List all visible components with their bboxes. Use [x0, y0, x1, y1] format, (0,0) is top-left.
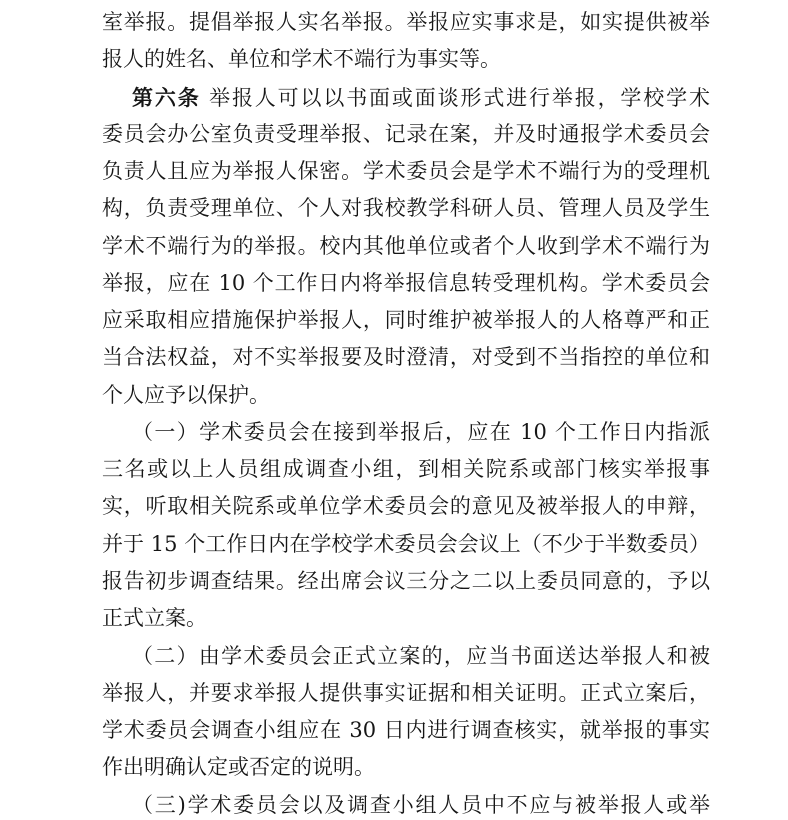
document-line: 正式立案。: [102, 606, 207, 631]
document-line: （三)学术委员会以及调查小组人员中不应与被举报人或举: [132, 792, 710, 817]
article-heading: 第六条: [132, 84, 201, 110]
document-line: 当合法权益，对不实举报要及时澄清，对受到不当指控的单位和: [102, 345, 710, 370]
article-body-text: 举报人可以以书面或面谈形式进行举报，学校学术: [200, 85, 710, 110]
document-line: 室举报。提倡举报人实名举报。举报应实事求是，如实提供被举: [102, 10, 710, 34]
document-line: 并于 15 个工作日内在学校学术委员会会议上（不少于半数委员）: [102, 531, 710, 556]
document-line: 应采取相应措施保护举报人，同时维护被举报人的人格尊严和正: [102, 308, 710, 333]
document-text-block: [102, 4, 710, 820]
document-line: 构，负责受理单位、个人对我校教学科研人员、管理人员及学生: [102, 196, 710, 221]
document-line: 学术不端行为的举报。校内其他单位或者个人收到学术不端行为: [102, 233, 710, 258]
document-line: （一）学术委员会在接到举报后，应在 10 个工作日内指派: [132, 419, 710, 444]
document-line: 举报，应在 10 个工作日内将举报信息转受理机构。学术委员会: [102, 270, 710, 295]
document-line: 负责人且应为举报人保密。学术委员会是学术不端行为的受理机: [102, 159, 710, 184]
document-line: 报人的姓名、单位和学术不端行为事实等。: [102, 47, 501, 72]
document-line: 报告初步调查结果。经出席会议三分之二以上委员同意的，予以: [102, 568, 710, 593]
document-line: 实，听取相关院系或单位学术委员会的意见及被举报人的申辩，: [102, 494, 710, 519]
document-line: 学术委员会调查小组应在 30 日内进行调查核实，就举报的事实: [102, 718, 710, 743]
document-line: [102, 79, 710, 116]
document-line: 举报人，并要求举报人提供事实证据和相关证明。正式立案后，: [102, 680, 710, 705]
document-line: 三名或以上人员组成调查小组，到相关院系或部门核实举报事: [102, 457, 710, 482]
document-line: 作出明确认定或否定的说明。: [102, 755, 375, 780]
document-line: （二）由学术委员会正式立案的，应当书面送达举报人和被: [132, 643, 710, 668]
document-line: 个人应予以保护。: [102, 382, 270, 407]
document-line: 委员会办公室负责受理举报、记录在案，并及时通报学术委员会: [102, 121, 710, 146]
